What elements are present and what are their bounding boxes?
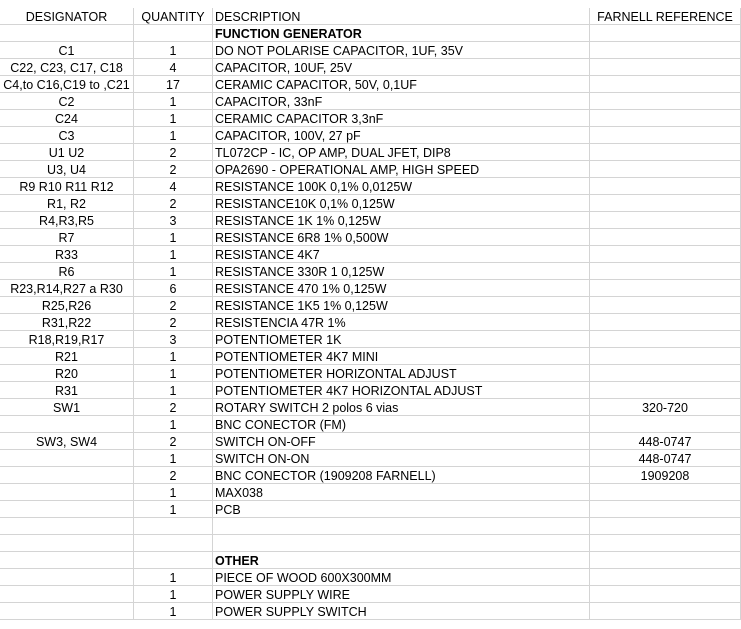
designator-cell[interactable]: R1, R2 xyxy=(0,195,134,211)
header-quantity[interactable]: QUANTITY xyxy=(134,8,213,24)
designator-cell[interactable]: U1 U2 xyxy=(0,144,134,160)
description-cell[interactable] xyxy=(213,535,590,551)
designator-cell[interactable] xyxy=(0,25,134,41)
reference-cell[interactable]: 448-0747 xyxy=(590,433,741,449)
reference-cell[interactable] xyxy=(590,229,741,245)
description-cell[interactable]: RESISTANCE 4K7 xyxy=(213,246,590,262)
table-row xyxy=(0,297,741,314)
designator-cell[interactable]: R31 xyxy=(0,382,134,398)
description-cell[interactable]: BNC CONECTOR (1909208 FARNELL) xyxy=(213,467,590,483)
table-row xyxy=(0,314,741,331)
quantity-cell[interactable]: 3 xyxy=(134,212,213,228)
quantity-cell[interactable] xyxy=(134,25,213,41)
reference-cell[interactable] xyxy=(590,280,741,296)
designator-cell[interactable]: R9 R10 R11 R12 xyxy=(0,178,134,194)
table-row xyxy=(0,382,741,399)
description-cell[interactable]: SWITCH ON-OFF xyxy=(213,433,590,449)
table-row xyxy=(0,501,741,518)
table-row xyxy=(0,212,741,229)
table-row xyxy=(0,331,741,348)
table-row xyxy=(0,161,741,178)
header-farnell-reference[interactable]: FARNELL REFERENCE xyxy=(590,8,741,24)
quantity-cell[interactable]: 1 xyxy=(134,42,213,58)
description-cell[interactable]: FUNCTION GENERATOR xyxy=(213,25,590,41)
reference-cell[interactable] xyxy=(590,416,741,432)
quantity-cell[interactable]: 1 xyxy=(134,365,213,381)
reference-cell[interactable] xyxy=(590,144,741,160)
reference-cell[interactable] xyxy=(590,263,741,279)
description-cell[interactable]: POTENTIOMETER HORIZONTAL ADJUST xyxy=(213,365,590,381)
designator-cell[interactable] xyxy=(0,416,134,432)
table-row xyxy=(0,178,741,195)
quantity-cell[interactable]: 6 xyxy=(134,280,213,296)
table-row xyxy=(0,59,741,76)
reference-cell[interactable] xyxy=(590,484,741,500)
reference-cell[interactable] xyxy=(590,127,741,143)
reference-cell[interactable] xyxy=(590,348,741,364)
table-row xyxy=(0,535,741,552)
reference-cell[interactable] xyxy=(590,297,741,313)
designator-cell[interactable]: R4,R3,R5 xyxy=(0,212,134,228)
description-cell[interactable]: MAX038 xyxy=(213,484,590,500)
quantity-cell[interactable]: 1 xyxy=(134,569,213,585)
designator-cell[interactable]: R20 xyxy=(0,365,134,381)
header-description[interactable]: DESCRIPTION xyxy=(213,8,590,24)
reference-cell[interactable] xyxy=(590,535,741,551)
description-cell[interactable]: OPA2690 - OPERATIONAL AMP, HIGH SPEED xyxy=(213,161,590,177)
table-row xyxy=(0,399,741,416)
description-cell[interactable]: RESISTANCE 1K 1% 0,125W xyxy=(213,212,590,228)
designator-cell[interactable] xyxy=(0,467,134,483)
table-row xyxy=(0,518,741,535)
table-row xyxy=(0,586,741,603)
designator-cell[interactable]: R25,R26 xyxy=(0,297,134,313)
quantity-cell[interactable]: 1 xyxy=(134,348,213,364)
reference-cell[interactable] xyxy=(590,195,741,211)
quantity-cell[interactable]: 1 xyxy=(134,127,213,143)
description-cell[interactable]: RESISTANCE 330R 1 0,125W xyxy=(213,263,590,279)
table-row xyxy=(0,484,741,501)
table-row xyxy=(0,246,741,263)
description-cell[interactable]: CAPACITOR, 33nF xyxy=(213,93,590,109)
quantity-cell[interactable]: 2 xyxy=(134,195,213,211)
table-row xyxy=(0,569,741,586)
description-cell[interactable]: CAPACITOR, 100V, 27 pF xyxy=(213,127,590,143)
table-row xyxy=(0,144,741,161)
designator-cell[interactable] xyxy=(0,518,134,534)
quantity-cell[interactable]: 1 xyxy=(134,603,213,619)
description-cell[interactable]: PIECE OF WOOD 600X300MM xyxy=(213,569,590,585)
table-row xyxy=(0,450,741,467)
table-row xyxy=(0,195,741,212)
table-row xyxy=(0,229,741,246)
description-cell[interactable]: OTHER xyxy=(213,552,590,568)
description-cell[interactable]: RESISTENCIA 47R 1% xyxy=(213,314,590,330)
designator-cell[interactable]: C3 xyxy=(0,127,134,143)
quantity-cell[interactable] xyxy=(134,535,213,551)
reference-cell[interactable] xyxy=(590,59,741,75)
table-row xyxy=(0,42,741,59)
reference-cell[interactable] xyxy=(590,93,741,109)
reference-cell[interactable] xyxy=(590,110,741,126)
table-row xyxy=(0,433,741,450)
description-cell[interactable]: RESISTANCE 1K5 1% 0,125W xyxy=(213,297,590,313)
reference-cell[interactable] xyxy=(590,552,741,568)
reference-cell[interactable] xyxy=(590,76,741,92)
table-row xyxy=(0,365,741,382)
designator-cell[interactable]: R31,R22 xyxy=(0,314,134,330)
quantity-cell[interactable]: 1 xyxy=(134,246,213,262)
description-cell[interactable]: CERAMIC CAPACITOR 3,3nF xyxy=(213,110,590,126)
description-cell[interactable]: POTENTIOMETER 4K7 MINI xyxy=(213,348,590,364)
table-row xyxy=(0,127,741,144)
quantity-cell[interactable]: 2 xyxy=(134,433,213,449)
designator-cell[interactable]: C24 xyxy=(0,110,134,126)
table-row xyxy=(0,603,741,620)
designator-cell[interactable] xyxy=(0,535,134,551)
quantity-cell[interactable]: 2 xyxy=(134,161,213,177)
quantity-cell[interactable]: 2 xyxy=(134,144,213,160)
reference-cell[interactable] xyxy=(590,178,741,194)
header-row xyxy=(0,8,741,25)
header-designator[interactable]: DESIGNATOR xyxy=(0,8,134,24)
designator-cell[interactable]: R21 xyxy=(0,348,134,364)
designator-cell[interactable]: R7 xyxy=(0,229,134,245)
designator-cell[interactable] xyxy=(0,552,134,568)
description-cell[interactable]: CERAMIC CAPACITOR, 50V, 0,1UF xyxy=(213,76,590,92)
description-cell[interactable]: POTENTIOMETER 4K7 HORIZONTAL ADJUST xyxy=(213,382,590,398)
designator-cell[interactable] xyxy=(0,450,134,466)
designator-cell[interactable]: R23,R14,R27 a R30 xyxy=(0,280,134,296)
quantity-cell[interactable]: 2 xyxy=(134,314,213,330)
description-cell[interactable] xyxy=(213,518,590,534)
designator-cell[interactable]: U3, U4 xyxy=(0,161,134,177)
quantity-cell[interactable]: 1 xyxy=(134,263,213,279)
reference-cell[interactable] xyxy=(590,42,741,58)
description-cell[interactable]: RESISTANCE10K 0,1% 0,125W xyxy=(213,195,590,211)
reference-cell[interactable] xyxy=(590,161,741,177)
reference-cell[interactable] xyxy=(590,212,741,228)
table-row xyxy=(0,416,741,433)
reference-cell[interactable] xyxy=(590,314,741,330)
quantity-cell[interactable]: 17 xyxy=(134,76,213,92)
reference-cell[interactable]: 448-0747 xyxy=(590,450,741,466)
designator-cell[interactable]: R33 xyxy=(0,246,134,262)
table-row xyxy=(0,263,741,280)
quantity-cell[interactable]: 1 xyxy=(134,382,213,398)
table-row xyxy=(0,467,741,484)
quantity-cell[interactable]: 3 xyxy=(134,331,213,347)
quantity-cell[interactable]: 1 xyxy=(134,416,213,432)
section-header-row xyxy=(0,25,741,42)
designator-cell[interactable]: R18,R19,R17 xyxy=(0,331,134,347)
quantity-cell[interactable]: 1 xyxy=(134,110,213,126)
section-header-row xyxy=(0,552,741,569)
quantity-cell[interactable]: 2 xyxy=(134,399,213,415)
reference-cell[interactable] xyxy=(590,382,741,398)
description-cell[interactable]: CAPACITOR, 10UF, 25V xyxy=(213,59,590,75)
quantity-cell[interactable]: 4 xyxy=(134,178,213,194)
description-cell[interactable]: POWER SUPPLY WIRE xyxy=(213,586,590,602)
designator-cell[interactable]: C22, C23, C17, C18 xyxy=(0,59,134,75)
reference-cell[interactable] xyxy=(590,518,741,534)
reference-cell[interactable] xyxy=(590,365,741,381)
quantity-cell[interactable]: 1 xyxy=(134,93,213,109)
description-cell[interactable]: SWITCH ON-ON xyxy=(213,450,590,466)
table-row xyxy=(0,76,741,93)
designator-cell[interactable] xyxy=(0,586,134,602)
designator-cell[interactable] xyxy=(0,484,134,500)
designator-cell[interactable]: C2 xyxy=(0,93,134,109)
reference-cell[interactable] xyxy=(590,331,741,347)
table-row xyxy=(0,110,741,127)
description-cell[interactable]: RESISTANCE 470 1% 0,125W xyxy=(213,280,590,296)
description-cell[interactable]: BNC CONECTOR (FM) xyxy=(213,416,590,432)
quantity-cell[interactable]: 2 xyxy=(134,297,213,313)
designator-cell[interactable]: C4,to C16,C19 to ,C21 xyxy=(0,76,134,92)
description-cell[interactable]: DO NOT POLARISE CAPACITOR, 1UF, 35V xyxy=(213,42,590,58)
quantity-cell[interactable]: 4 xyxy=(134,59,213,75)
quantity-cell[interactable]: 1 xyxy=(134,484,213,500)
description-cell[interactable]: POWER SUPPLY SWITCH xyxy=(213,603,590,619)
reference-cell[interactable] xyxy=(590,586,741,602)
reference-cell[interactable]: 320-720 xyxy=(590,399,741,415)
reference-cell[interactable] xyxy=(590,501,741,517)
quantity-cell[interactable]: 2 xyxy=(134,467,213,483)
description-cell[interactable]: RESISTANCE 6R8 1% 0,500W xyxy=(213,229,590,245)
designator-cell[interactable]: SW3, SW4 xyxy=(0,433,134,449)
table-row xyxy=(0,280,741,297)
designator-cell[interactable] xyxy=(0,569,134,585)
reference-cell[interactable]: 1909208 xyxy=(590,467,741,483)
description-cell[interactable]: PCB xyxy=(213,501,590,517)
quantity-cell[interactable]: 1 xyxy=(134,229,213,245)
quantity-cell[interactable]: 1 xyxy=(134,586,213,602)
table-row xyxy=(0,93,741,110)
reference-cell[interactable] xyxy=(590,569,741,585)
designator-cell[interactable]: R6 xyxy=(0,263,134,279)
reference-cell[interactable] xyxy=(590,603,741,619)
quantity-cell[interactable] xyxy=(134,552,213,568)
quantity-cell[interactable]: 1 xyxy=(134,450,213,466)
designator-cell[interactable] xyxy=(0,501,134,517)
description-cell[interactable]: POTENTIOMETER 1K xyxy=(213,331,590,347)
designator-cell[interactable]: C1 xyxy=(0,42,134,58)
reference-cell[interactable] xyxy=(590,25,741,41)
description-cell[interactable]: TL072CP - IC, OP AMP, DUAL JFET, DIP8 xyxy=(213,144,590,160)
description-cell[interactable]: RESISTANCE 100K 0,1% 0,0125W xyxy=(213,178,590,194)
quantity-cell[interactable] xyxy=(134,518,213,534)
description-cell[interactable]: ROTARY SWITCH 2 polos 6 vias xyxy=(213,399,590,415)
designator-cell[interactable] xyxy=(0,603,134,619)
table-row xyxy=(0,348,741,365)
designator-cell[interactable]: SW1 xyxy=(0,399,134,415)
reference-cell[interactable] xyxy=(590,246,741,262)
quantity-cell[interactable]: 1 xyxy=(134,501,213,517)
